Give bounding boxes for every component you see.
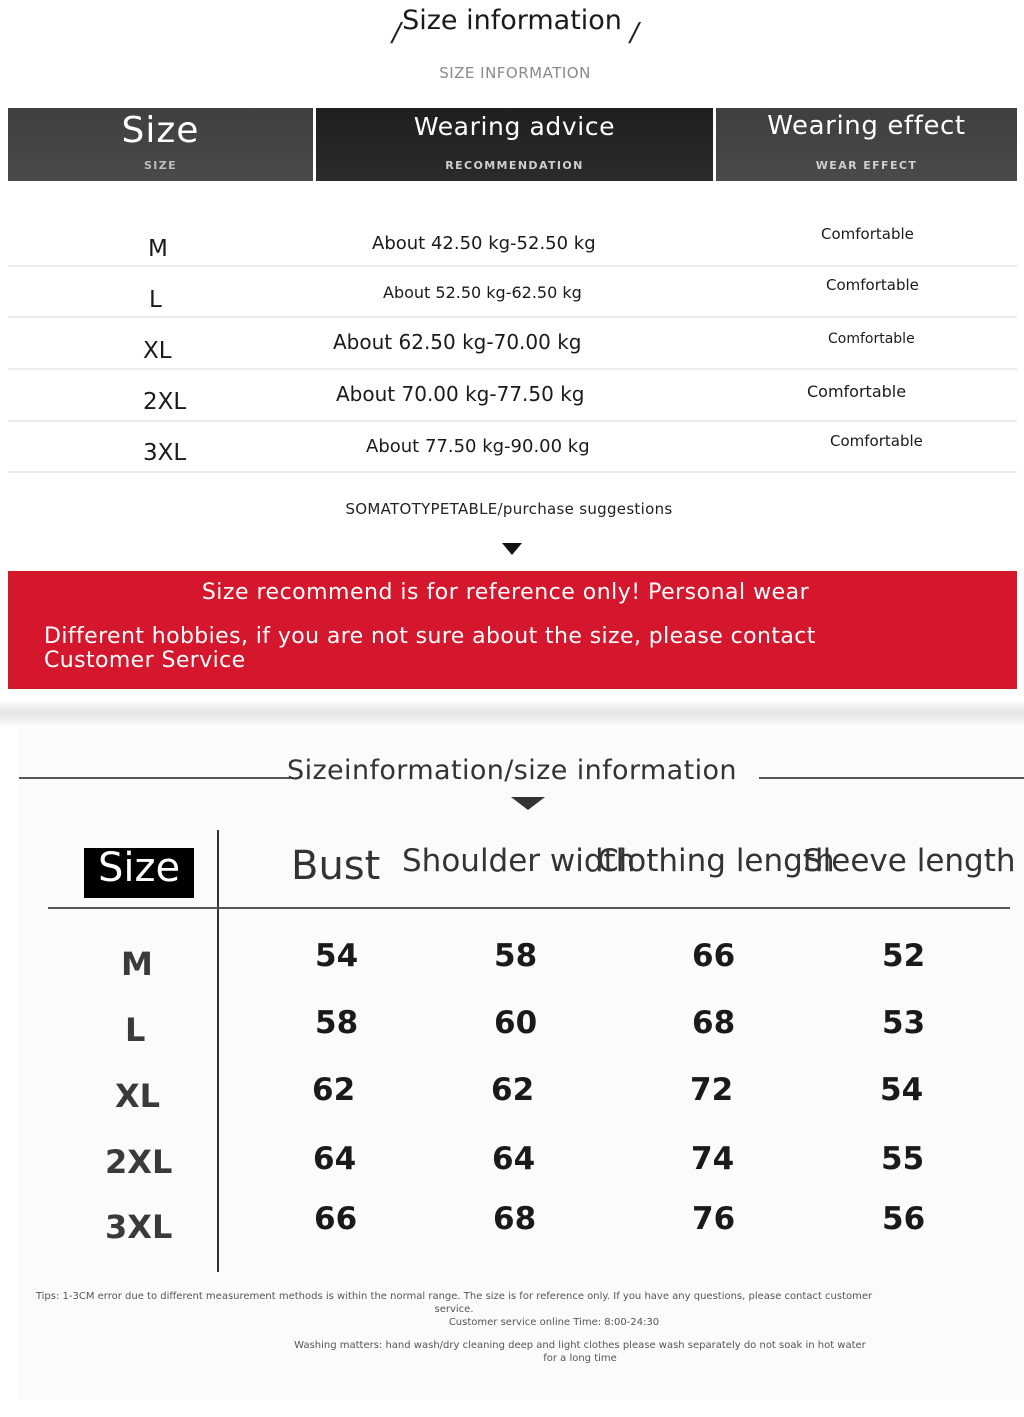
table-vertical-rule xyxy=(217,830,219,1272)
sleeve-value: 56 xyxy=(882,1201,926,1237)
sleeve-value: 54 xyxy=(880,1072,924,1108)
row-size-label: 3XL xyxy=(143,440,187,466)
row-size-label: 2XL xyxy=(143,389,187,415)
row-advice: About 77.50 kg-90.00 kg xyxy=(366,436,590,457)
row-size-label: L xyxy=(149,287,162,313)
row-size-label: M xyxy=(148,236,168,262)
length-value: 68 xyxy=(692,1005,736,1041)
row-divider xyxy=(8,316,1017,318)
header-effect-subtitle: WEAR EFFECT xyxy=(815,159,918,172)
purchase-suggestions-note: SOMATOTYPETABLE/purchase suggestions xyxy=(345,500,673,518)
bust-value: 58 xyxy=(315,1005,359,1041)
panel-title: Size information xyxy=(402,5,622,36)
bust-value: 62 xyxy=(312,1072,356,1108)
row-divider xyxy=(8,265,1017,267)
measurement-tips: Tips: 1-3CM error due to different measurement methods is within the normal range. The size is for reference only. If you have any questions, please contact customer service. xyxy=(35,1291,873,1315)
shoulder-value: 58 xyxy=(494,938,538,974)
length-value: 72 xyxy=(690,1072,734,1108)
shoulder-value: 68 xyxy=(493,1201,537,1237)
column-header-clothing-length: Clothing length xyxy=(597,843,835,879)
table-row-size: M xyxy=(121,945,153,983)
header-size-title: Size xyxy=(121,110,200,151)
sleeve-value: 55 xyxy=(881,1141,925,1177)
washing-instructions: Washing matters: hand wash/dry cleaning deep and light clothes please wash separately do not soak in hot water for a long time xyxy=(294,1340,866,1364)
title-slash-left: / xyxy=(392,18,401,48)
table-horizontal-rule xyxy=(48,907,1010,909)
row-advice: About 42.50 kg-52.50 kg xyxy=(372,233,596,254)
shoulder-value: 62 xyxy=(491,1072,535,1108)
shoulder-value: 60 xyxy=(494,1005,538,1041)
size-column-header: Size xyxy=(84,848,194,898)
sleeve-value: 53 xyxy=(882,1005,926,1041)
column-header-bust: Bust xyxy=(291,843,381,889)
length-value: 74 xyxy=(691,1141,735,1177)
row-effect: Comfortable xyxy=(826,276,919,294)
row-effect: Comfortable xyxy=(821,225,914,243)
row-divider xyxy=(8,420,1017,422)
header-wearing-advice xyxy=(316,108,713,181)
row-effect: Comfortable xyxy=(828,331,915,347)
length-value: 76 xyxy=(692,1201,736,1237)
column-header-shoulder-width: Shoulder width xyxy=(402,843,636,879)
reference-banner xyxy=(8,571,1017,689)
table-row-size: 2XL xyxy=(105,1143,173,1181)
header-advice-title: Wearing advice xyxy=(413,112,616,141)
table-row-size: L xyxy=(125,1011,146,1049)
header-advice-subtitle: RECOMMENDATION xyxy=(445,159,584,172)
column-header-sleeve-length: Sleeve length xyxy=(803,843,1016,879)
title-slash-right: / xyxy=(630,18,639,48)
banner-line-2: Different hobbies, if you are not sure about the size, please contact Customer Service xyxy=(44,624,816,673)
shoulder-value: 64 xyxy=(492,1141,536,1177)
measurement-title: Sizeinformation/size information xyxy=(287,755,737,786)
row-divider xyxy=(8,471,1017,473)
length-value: 66 xyxy=(692,938,736,974)
section-divider xyxy=(0,700,1024,728)
row-advice: About 52.50 kg-62.50 kg xyxy=(383,283,582,302)
header-wearing-effect xyxy=(716,108,1017,181)
banner-line-1: Size recommend is for reference only! Personal wear xyxy=(201,580,810,605)
bust-value: 64 xyxy=(313,1141,357,1177)
bust-value: 54 xyxy=(315,938,359,974)
panel-subtitle: SIZE INFORMATION xyxy=(439,64,591,82)
table-row-size: XL xyxy=(115,1077,161,1115)
row-size-label: XL xyxy=(143,338,172,364)
bust-value: 66 xyxy=(314,1201,358,1237)
row-divider xyxy=(8,368,1017,370)
header-size-subtitle: SIZE xyxy=(143,159,178,172)
row-effect: Comfortable xyxy=(830,432,923,450)
row-effect: Comfortable xyxy=(807,382,907,401)
triangle-down-icon xyxy=(511,797,545,810)
table-row-size: 3XL xyxy=(105,1208,173,1246)
row-advice: About 70.00 kg-77.50 kg xyxy=(336,382,585,406)
sleeve-value: 52 xyxy=(882,938,926,974)
down-arrow-icon xyxy=(502,543,522,555)
customer-service-time: Customer service online Time: 8:00-24:30 xyxy=(448,1317,660,1328)
header-size xyxy=(8,108,313,181)
header-effect-title: Wearing effect xyxy=(767,111,966,141)
row-advice: About 62.50 kg-70.00 kg xyxy=(333,330,582,354)
